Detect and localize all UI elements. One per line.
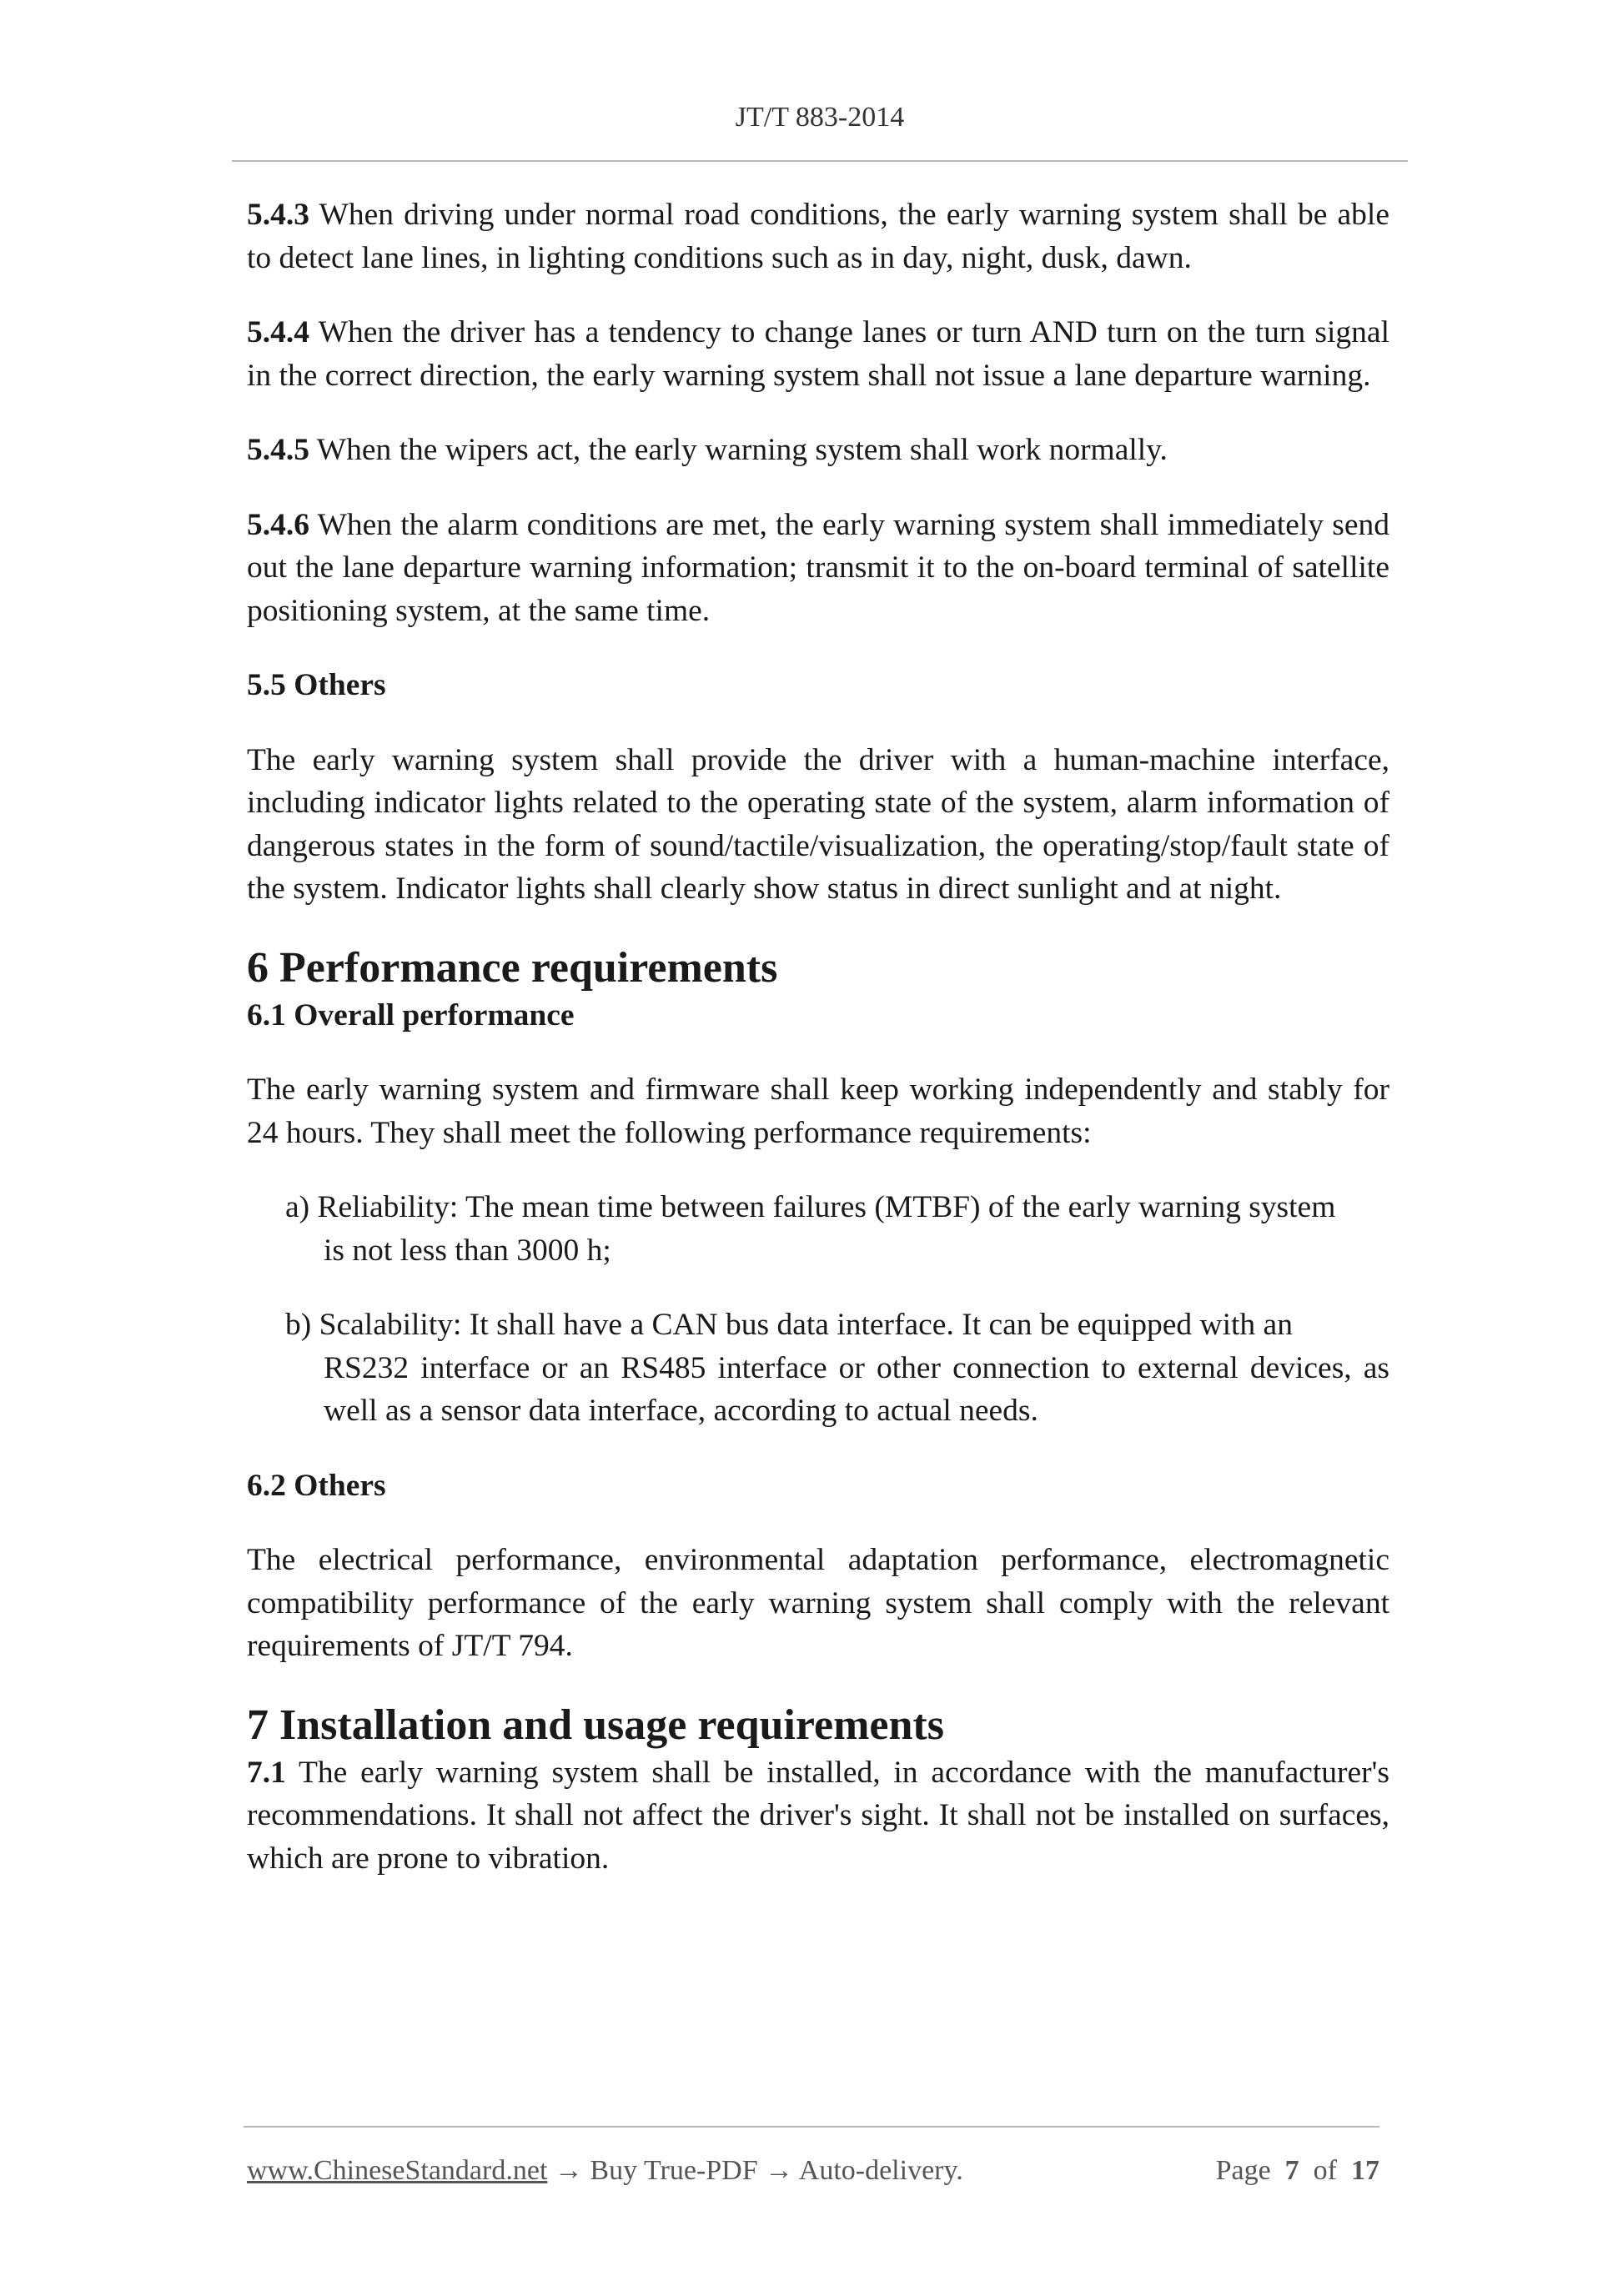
document-body [247,193,1389,1912]
section-heading-6-2: 6.2 Others [247,1468,386,1503]
list-marker: b) [285,1308,312,1342]
clause-number: 7.1 [247,1755,286,1790]
clause-text: When the driver has a tendency to change lanes or turn AND turn on the turn signal in the correct direction, the early warning system shall not issue a lane departure warning. [247,315,1389,393]
list-marker: a) [285,1190,310,1224]
clause-text: The early warning system shall be installed, in accordance with the manufacturer's recommendations. It shall not affect the driver's sight. It shall not be installed on surfaces, which are prone to vibration. [247,1755,1389,1876]
chapter-heading-7: 7 Installation and usage requirements [247,1701,944,1749]
page-indicator [1216,2155,1379,2187]
section-5-5-text: The early warning system shall provide the driver with a human-machine interface, including indicator lights related to the operating state of the system, alarm information of dangerous states in the form of sound/tactile/visualization, the operating/stop/fault state of the system. Indicator lights shall clearly show status in direct sunlight and at night. [247,742,1389,906]
of-label: of [1313,2155,1337,2186]
section-6-1-text: The early warning system and firmware shall keep working independently and stably for 24 hours. They shall meet the following performance requirements: [247,1073,1389,1150]
list-text: Scalability: It shall have a CAN bus data interface. It can be equipped with an [319,1308,1293,1342]
clause-text: When driving under normal road conditions, the early warning system shall be able to detect lane lines, in lighting conditions such as in day, night, dusk, dawn. [247,198,1389,275]
section-heading-6-1: 6.1 Overall performance [247,997,575,1032]
site-link[interactable]: www.ChineseStandard.net [247,2155,548,2186]
list-item-b [285,1304,1389,1433]
footer-divider [244,2126,1379,2128]
clause-number: 5.4.5 [247,433,309,467]
clause-5-4-6 [247,504,1389,633]
list-text-continuation: is not less than 3000 h; [324,1233,611,1268]
section-heading-5-5: 5.5 Others [247,668,386,702]
clause-5-4-4 [247,311,1389,397]
section-6-2-text: The electrical performance, environmental adaptation performance, electromagnetic compatibility performance of the early warning system shall comply with the relevant requirements of JT/T 794. [247,1543,1389,1663]
header-divider [232,160,1408,162]
document-header: JT/T 883-2014 [735,102,905,133]
clause-number: 5.4.3 [247,198,309,232]
clause-5-4-5 [247,429,1389,472]
clause-number: 5.4.6 [247,507,309,542]
page-label: Page [1215,2155,1271,2186]
list-text: Reliability: The mean time between failures (MTBF) of the early warning system [317,1190,1336,1224]
list-text-continuation: RS232 interface or an RS485 interface or other connection to external devices, as well as a sensor data interface, according to actual needs. [324,1350,1389,1428]
clause-text: When the alarm conditions are met, the early warning system shall immediately send out the lane departure warning information; transmit it to the on-board terminal of satellite positioning system, at the same time. [247,507,1389,628]
current-page: 7 [1284,2155,1299,2186]
clause-5-4-3 [247,193,1389,279]
clause-7-1 [247,1751,1389,1881]
footer-promo [247,2155,963,2187]
total-pages: 17 [1351,2155,1379,2186]
list-item-a [285,1186,1389,1272]
clause-number: 5.4.4 [247,315,309,349]
clause-text: When the wipers act, the early warning system shall work normally. [316,433,1168,467]
chapter-heading-6: 6 Performance requirements [247,943,778,992]
promo-text: → Buy True-PDF → Auto-delivery. [547,2155,963,2186]
